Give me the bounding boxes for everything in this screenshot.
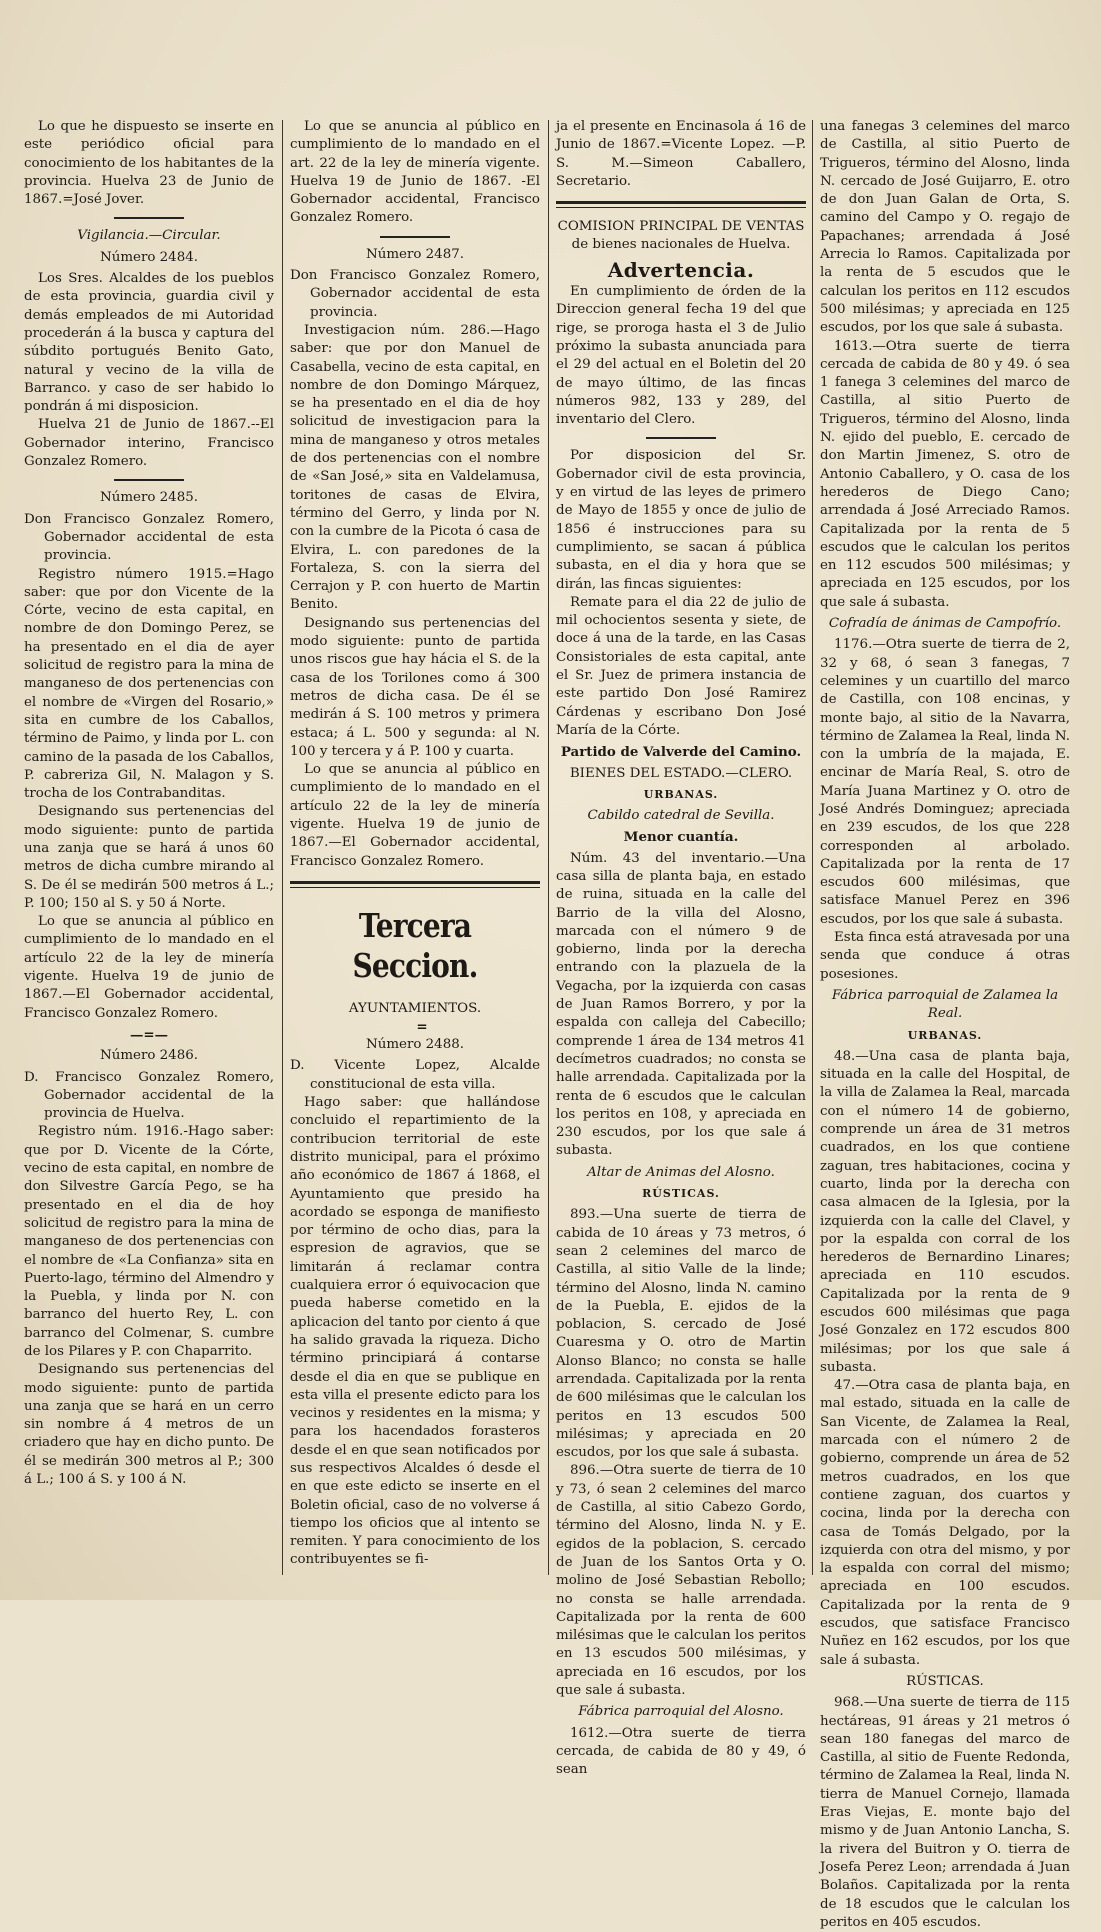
owner-heading: Cofradía de ánimas de Campofrío. [828,616,1062,632]
paragraph: Registro número 1915.=Hago saber: que por don Vicente de la Córte, vecino de esta capital, en nombre de don Domingo Perez, se ha presentado en el dia de ayer solicitud de registro para la mina de manganeso de dos pertenencias con el nombre de «Virgen del Rosario,» sita en cumbre de los Caballos, término de Paimo, y linda por L. con camino de la pasada de los Caballos, P. cabreriza Gil, N. Malagon y S. trocha de los Contrabanditas. [24,566,274,802]
section-title: Tercera Seccion. [352,905,478,985]
paragraph: Designando sus pertenencias del modo siguiente: punto de partida unos riscos gue hay hácia el S. de la casa de los Torilones como á 300 metros de dicha casa. De él se medirán á S. 100 metros y primera estaca; á L. 500 y segunda: al N. 100 y tercera y á P. 100 y cuarta. [290,615,540,759]
paragraph: Lo que he dispuesto se inserte en este periódico oficial para conocimiento de los habitantes de la provincia. Huelva 23 de Junio de 1867.=José Jover. [24,119,274,208]
owner-heading: Cabildo catedral de Sevilla. [587,808,775,824]
paragraph: Registro núm. 1916.-Hago saber: que por D. Vicente de la Córte, vecino de esta capital, en nombre de don Silvestre García Pego, se ha presentado en el dia de hoy solicitud de registro para la mina de manganeso de dos pertenencias con el nombre de «La Confianza» sita en Puerto-lago, término del Almendro y la Puebla, y linda por N. con barranco del huerto Rey, L. con barranco del Colmenar, S. cumbre de los Pilares y P. con Chaparrito. [24,1124,274,1359]
paragraph: Remate para el dia 22 de julio de mil ochocientos sesenta y siete, de doce á una de la tarde, en las Casas Consistoriales de esta capital, ante el Sr. Juez de primera instancia de este partido Don José Ramirez Cárdenas y escribano Don José María de la Córte. [556,594,806,738]
paragraph: 1613.—Otra suerte de tierra cercada de cabida de 80 y 49. ó sea 1 fanega 3 celemines del marco de Castilla, al sitio Puerto de Trigueros, término del Alosno, linda N. ejido del pueblo, E. cercado de don Martin Jimenez, S. otro de Antonio Caballero, y O. casa de los herederos de Diego Cano; arrendada á José Arreciado Ramos. Capitalizada por la renta de 5 escudos que le calculan los peritos en 112 escudos 500 milésimas; y apreciada en 125 escudos, por los que sale á subasta. [820,338,1070,610]
district-heading: Partido de Valverde del Camino. [560,744,802,761]
paragraph: 968.—Una suerte de tierra de 115 hectáreas, 91 áreas y 21 metros ó sean 180 fanegas del marco de Castilla, al sitio de Fuente Redonda, término de Zalamea la Real, linda N. tierra de Manuel Cornejo, llamada Eras Viejas, E. monte bajo del mismo y de Juan Antonio Lancha, S. la rivera del Buitron y O. tierra de Josefa Perez Leon; arrendada á Juan Bolaños. Capitalizada por la renta de 18 escudos que le calculan los peritos en 405 escudos. [820,1695,1070,1930]
notice-number: Número 2488. [365,1037,465,1053]
paragraph: Huelva 21 de Junio de 1867.--El Gobernador interino, Francisco Gonzalez Romero. [24,417,274,470]
column-4 [820,118,1070,1930]
paragraph: Por disposicion del Sr. Gobernador civil de esta provincia, y en virtud de las leyes de primero de Mayo de 1855 y once de julio de 1856 é instrucciones para su cumplimiento, se sacan á pública subasta, en el dia y hora que se dirán, las fincas siguientes: [556,448,806,592]
column-3 [556,118,806,1778]
paragraph: ja el presente en Encinasola á 16 de Junio de 1867.=Vicente Lopez. —P. S. M.—Simeon Caballero, Secretario. [556,119,806,189]
paragraph: Don Francisco Gonzalez Romero, Gobernador accidental de esta provincia. [290,268,540,320]
paragraph: Hago saber: que hallándose concluido el repartimiento de la contribucion territorial de este distrito municipal, para el próximo año económico de 1867 á 1868, el Ayuntamiento que presido ha acordado se esponga de manifiesto por término de ocho dias, para la espresion de agravios, que se limitarán á reclamar contra cualquiera error ó equivocacion que pueda haberse cometido en la aplicacion del tanto por ciento á que ha salido gravada la riqueza. Dicho término principiará á contarse desde el dia en que se publique en esta villa el presente edicto para los vecinos y residentes en la misma; y para los hacendados forasteros desde el en que sean notificados por sus respectivos Alcaldes ó desde el en que este edicto se inserte en el Boletin oficial, caso de no volverse á tiempo los oficios que al intento se remiten. Y para conocimiento de los contribuyentes se fi- [290,1095,540,1568]
column-rule [812,120,813,1575]
section-heading: Vigilancia.—Circular. [77,228,221,244]
paragraph: Lo que se anuncia al público en cumplimiento de lo mandado en el artículo 22 de la ley de minería vigente. Huelva 19 de junio de 1867.—El Gobernador accidental, Francisco Gonzalez Romero. [24,914,274,1021]
paragraph: 893.—Una suerte de tierra de cabida de 10 áreas y 73 metros, ó sean 2 celemines del marco de Castilla, al sitio Valle de la linde; término del Alosno, linda N. camino de la Puebla, E. ejidos de la poblacion, S. cercado de José Cuaresma y O. otro de Martin Alonso Blanco; no consta se halle arrendada. Capitalizada por la renta de 600 milésimas que le calculan los peritos en 13 escudos 500 milésimas; y apreciada en 20 escudos, por los que sale á subasta. [556,1207,806,1461]
separator-mark: = [416,1019,428,1036]
owner-heading: Fábrica parroquial del Alosno. [578,1704,784,1720]
paragraph: Lo que se anuncia al público en cumplimiento de lo mandado en el art. 22 de la ley de minería vigente. Huelva 19 de Junio de 1867. -El Gobernador accidental, Francisco Gonzalez Romero. [290,119,540,226]
paragraph: Investigacion núm. 286.—Hago saber: que por don Manuel de Casabella, vecino de esta capital, en nombre de don Domingo Márquez, se ha presentado en el dia de hoy solicitud de investigacion para la mina de manganeso y otros metales de dos pertenencias con el nombre de «San José,» sita en Valdelamusa, toritones de casas de Elvira, término del Gerro, y linda por N. con la cumbre de la Picota ó casa de Elvira, L. con paredones de la Fortaleza, S. con la sierra del Cerrajon y P. con huerto de Martin Benito. [290,322,540,613]
paragraph: 1176.—Otra suerte de tierra de 2, 32 y 68, ó sean 3 fanegas, 7 celemines y un cuartillo del marco de Castilla, con 108 encinas, y monte bajo, al sitio de la Navarra, término de Zalamea la Real, linda N. con la umbría de la majada, E. encinar de María Real, S. otro de María Juana Martinez y O. otro de José Andrés Dominguez; apreciada en 239 escudos, de los que 228 corresponden al arbolado. Capitalizada por la renta de 17 escudos 600 milésimas, que satisface Manuel Perez en 396 escudos, por los que sale á subasta. [820,637,1070,927]
notice-number: Número 2486. [99,1048,199,1064]
category-heading: BIENES DEL ESTADO.—CLERO. [569,765,793,781]
subsection-heading: AYUNTAMIENTOS. [348,1000,482,1016]
advertencia-title: Advertencia. [607,257,755,282]
paragraph: una fanegas 3 celemines del marco de Castilla, al sitio Puerto de Trigueros, término del Alosno, linda N. cercado de José Guijarro, E. otro de don Juan Galan de Orta, S. camino del Campo y O. regajo de Papachanes; arrendada á José Arrecia lo Ramos. Capitalizada por la renta de 5 escudos que le calculan los peritos en 112 escudos 500 milésimas; y apreciada en 125 escudos, por los que sale á subasta. [820,119,1070,336]
paragraph: Núm. 43 del inventario.—Una casa silla de planta baja, en estado de ruina, situada en la calle del Barrio de la villa del Alosno, marcada con el número 9 de gobierno, linda por la derecha entrando con la plazuela de la Vegacha, por la izquierda con casas de Juan Ramos Borrero, y por la espalda con calleja del Cabecillo; comprende 1 área de 134 metros 41 decímetros cuadrados; no consta se halle arrendada. Capitalizada por la renta de 6 escudos que le calculan los peritos en 108, y apreciada en 230 escudos, por los que sale á subasta. [556,850,806,1159]
category-heading: URBANAS. [643,787,719,801]
paragraph: Designando sus pertenencias del modo siguiente: punto de partida una zanja que se hará en un cerro sin nombre á 4 metros de un criadero que hay en dicho punto. De él se medirán 300 metros al P.; 300 á L.; 100 á S. y 100 á N. [24,1362,274,1488]
notice-number: Número 2485. [99,490,199,506]
paragraph: En cumplimiento de órden de la Direccion general fecha 19 del que rige, se proroga hasta el 3 de Julio próximo la subasta anunciada para el 29 del actual en el Boletin del 20 de mayo último, de las fincas números 982, 133 y 289, del inventario del Clero. [556,284,806,428]
paragraph: Los Sres. Alcaldes de los pueblos de esta provincia, guardia civil y demás empleados de mi Autoridad procederán á la busca y captura del súbdito portugués Benito Gato, natural y vecino de la villa de Barranco. y caso de ser habido lo pondrán á mi disposicion. [24,271,274,415]
column-rule [548,120,549,1575]
notice-number: Número 2487. [365,246,465,262]
separator [114,479,184,481]
separator [114,217,184,219]
category-heading: RÚSTICAS. [906,1673,984,1689]
column-2 [290,118,540,1588]
separator [646,437,716,439]
paragraph: 896.—Otra suerte de tierra de 10 y 73, ó sean 2 celemines del marco de Castilla, al sitio Cabezo Gordo, término del Alosno, linda N. y E. egidos de la poblacion, S. cercado de Juan de los Santos Orta y O. molino de José Sebastian Rebollo; no consta se halle arrendada. Capitalizada por la renta de 600 milésimas que le calculan los peritos en 13 escudos 500 milésimas, y apreciada en 16 escudos, por los que sale á subasta. [556,1463,806,1699]
category-heading: RÚSTICAS. [642,1187,720,1201]
paragraph: Esta finca está atravesada por una senda que conduce á otras posesiones. [820,930,1070,982]
owner-heading: Fábrica parroquial de Zalamea la Real. [831,987,1059,1022]
column-rule [282,120,283,1575]
paragraph: D. Francisco Gonzalez Romero, Gobernador accidental de la provincia de Huelva. [24,1069,274,1122]
paragraph: Lo que se anuncia al público en cumplimiento de lo mandado en el artículo 22 de la ley de minería vigente. Huelva 19 de junio de 1867.—El Gobernador accidental, Francisco Gonzalez Romero. [290,762,540,869]
paragraph: Don Francisco Gonzalez Romero, Gobernador accidental de esta provincia. [24,511,274,564]
category-heading: Menor cuantía. [623,829,739,846]
commission-heading: COMISION PRINCIPAL DE VENTAS de bienes nacionales de Huelva. [557,219,805,253]
double-rule [290,881,540,888]
separator-mark: —=— [129,1026,168,1043]
column-1 [24,118,274,1588]
owner-heading: Altar de Animas del Alosno. [587,1164,775,1180]
paragraph: 48.—Una casa de planta baja, situada en la calle del Hospital, de la villa de Zalamea la Real, marcada con el número 14 de gobierno, comprende un área de 31 metros cuadrados, en los que contiene zaguan, tres habitaciones, cocina y cuarto, linda por la derecha con casa almacen de la Iglesia, por la izquierda con la calle del Clavel, y por la espalda con corral de los herederos de Bernardino Linares; apreciada en 110 escudos. Capitalizada por la renta de 9 escudos 600 milésimas que paga José Gonzalez en 172 escudos 800 milésimas; por los que sale á subasta. [820,1048,1070,1375]
paragraph: Designando sus pertenencias del modo siguiente: punto de partida una zanja que se hará á unos 60 metros de dicha cumbre mirando al S. De él se medirán 500 metros á L.; P. 100; 150 al S. y 50 á Norte. [24,804,274,911]
notice-number: Número 2484. [99,249,199,265]
paragraph: D. Vicente Lopez, Alcalde constitucional de esta villa. [290,1058,540,1092]
paragraph: 1612.—Otra suerte de tierra cercada, de cabida de 80 y 49, ó sean [556,1725,806,1778]
separator [380,236,450,238]
double-rule [556,201,806,208]
paragraph: 47.—Otra casa de planta baja, en mal estado, situada en la calle de San Vicente, de Zalamea la Real, marcada con el número 2 de gobierno, comprende un área de 52 metros cuadrados, en los que contiene zaguan, dos cuartos y cocina, linda por la derecha con casa de Tomás Delgado, por la izquierda con otra del mismo, y por la espalda con corral del mismo; apreciada en 100 escudos. Capitalizada por la renta de 9 escudos, que satisface Francisco Nuñez en 162 escudos, por los que sale á subasta. [820,1378,1070,1668]
category-heading: URBANAS. [907,1028,983,1042]
